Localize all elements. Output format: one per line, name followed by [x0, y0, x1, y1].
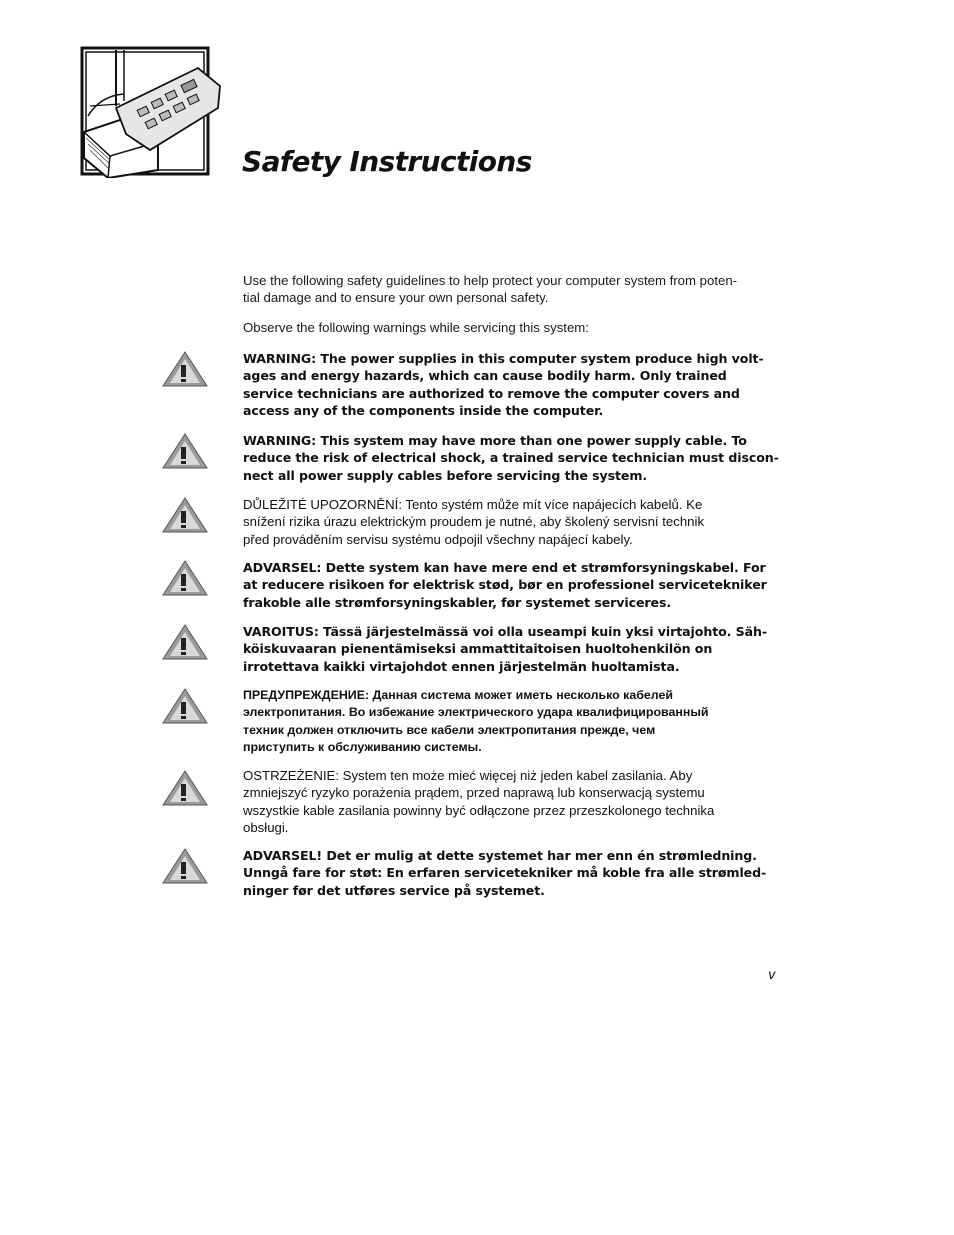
- warning-line: před prováděním servisu systému odpojil všechny napájecí kabely.: [243, 531, 633, 547]
- warning-line: obsługi.: [243, 819, 289, 835]
- warning-line: frakoble alle strømforsyningskabler, før systemet serviceres.: [243, 594, 672, 610]
- warning-triangle-icon: [161, 432, 209, 470]
- warning-line: ninger før det utføres service på systemet.: [243, 882, 545, 898]
- warning-norwegian: [243, 847, 788, 899]
- warning-czech: [243, 496, 788, 548]
- warning-line: snížení rizika úrazu elektrickým proudem je nutné, aby školený servisní technik: [243, 514, 705, 530]
- warning-line: техник должен отключить все кабели электропитания прежде, чем: [243, 722, 656, 737]
- warning-line: OSTRZEŻENIE: System ten może mieć więcej niż jeden kabel zasilania. Aby: [243, 768, 693, 783]
- observe-paragraph: Observe the following warnings while servicing this system:: [243, 320, 589, 335]
- warning-russian: [243, 687, 788, 756]
- warning-line: access any of the components inside the computer.: [243, 402, 604, 418]
- warning-triangle-icon: [161, 559, 209, 597]
- warning-line: приступить к обслуживанию системы.: [243, 739, 482, 754]
- warning-line: irrotettava kaikki virtajohdot ennen järjestelmän huoltamista.: [243, 658, 680, 674]
- warning-line: электропитания. Во избежание электрического удара квалифицированный: [243, 705, 709, 720]
- warning-danish: [243, 559, 788, 611]
- warning-line: ADVARSEL! Det er mulig at dette systemet har mer enn én strømledning.: [243, 848, 757, 863]
- warning-line: reduce the risk of electrical shock, a trained service technician must discon-: [243, 450, 779, 466]
- warning-triangle-icon: [161, 687, 209, 725]
- page-number: v: [768, 968, 776, 983]
- warning-english-2: [243, 432, 788, 484]
- intro-paragraph: [243, 272, 788, 307]
- warning-line: wszystkie kable zasilania powinny być odłączone przez przeszkolonego technika: [243, 802, 715, 818]
- warning-finnish: [243, 623, 788, 675]
- warning-line: zmniejszyć ryzyko porażenia prądem, przed naprawą lub konserwacją systemu: [243, 785, 705, 801]
- warning-line: DŮLEŽITÉ UPOZORNĚNÍ: Tento systém může mít více napájecích kabelů. Ke: [243, 497, 703, 512]
- warning-line: köiskuvaaran pienentämiseksi ammattitaitoisen huoltohenkilön on: [243, 641, 713, 657]
- warning-line: VAROITUS: Tässä järjestelmässä voi olla useampi kuin yksi virtajohto. Säh-: [243, 624, 767, 639]
- warning-line: service technicians are authorized to remove the computer covers and: [243, 385, 740, 401]
- page-title: Safety Instructions: [242, 145, 532, 178]
- warning-line: nect all power supply cables before servicing the system.: [243, 467, 648, 483]
- warning-line: ADVARSEL: Dette system kan have mere end et strømforsyningskabel. For: [243, 560, 766, 575]
- intro-line: Use the following safety guidelines to help protect your computer system from poten-: [243, 273, 738, 288]
- warning-line: WARNING: This system may have more than one power supply cable. To: [243, 433, 747, 448]
- warning-triangle-icon: [161, 847, 209, 885]
- warning-triangle-icon: [161, 496, 209, 534]
- warning-english-1: [243, 350, 788, 419]
- warning-line: Unngå fare for støt: En erfaren servicetekniker må koble fra alle strømled-: [243, 865, 767, 881]
- warning-line: at reducere risikoen for elektrisk stød, bør en professionel servicetekniker: [243, 577, 767, 593]
- intro-line: tial damage and to ensure your own personal safety.: [243, 290, 549, 306]
- warning-line: ages and energy hazards, which can cause bodily harm. Only trained: [243, 368, 727, 384]
- warning-line: ПРЕДУПРЕЖДЕНИЕ: Данная система может иметь несколько кабелей: [243, 688, 674, 702]
- warning-line: WARNING: The power supplies in this computer system produce high volt-: [243, 351, 764, 366]
- safety-book-illustration-icon: [80, 46, 226, 178]
- warning-triangle-icon: [161, 623, 209, 661]
- warning-triangle-icon: [161, 350, 209, 388]
- warning-polish: [243, 767, 788, 836]
- warning-triangle-icon: [161, 769, 209, 807]
